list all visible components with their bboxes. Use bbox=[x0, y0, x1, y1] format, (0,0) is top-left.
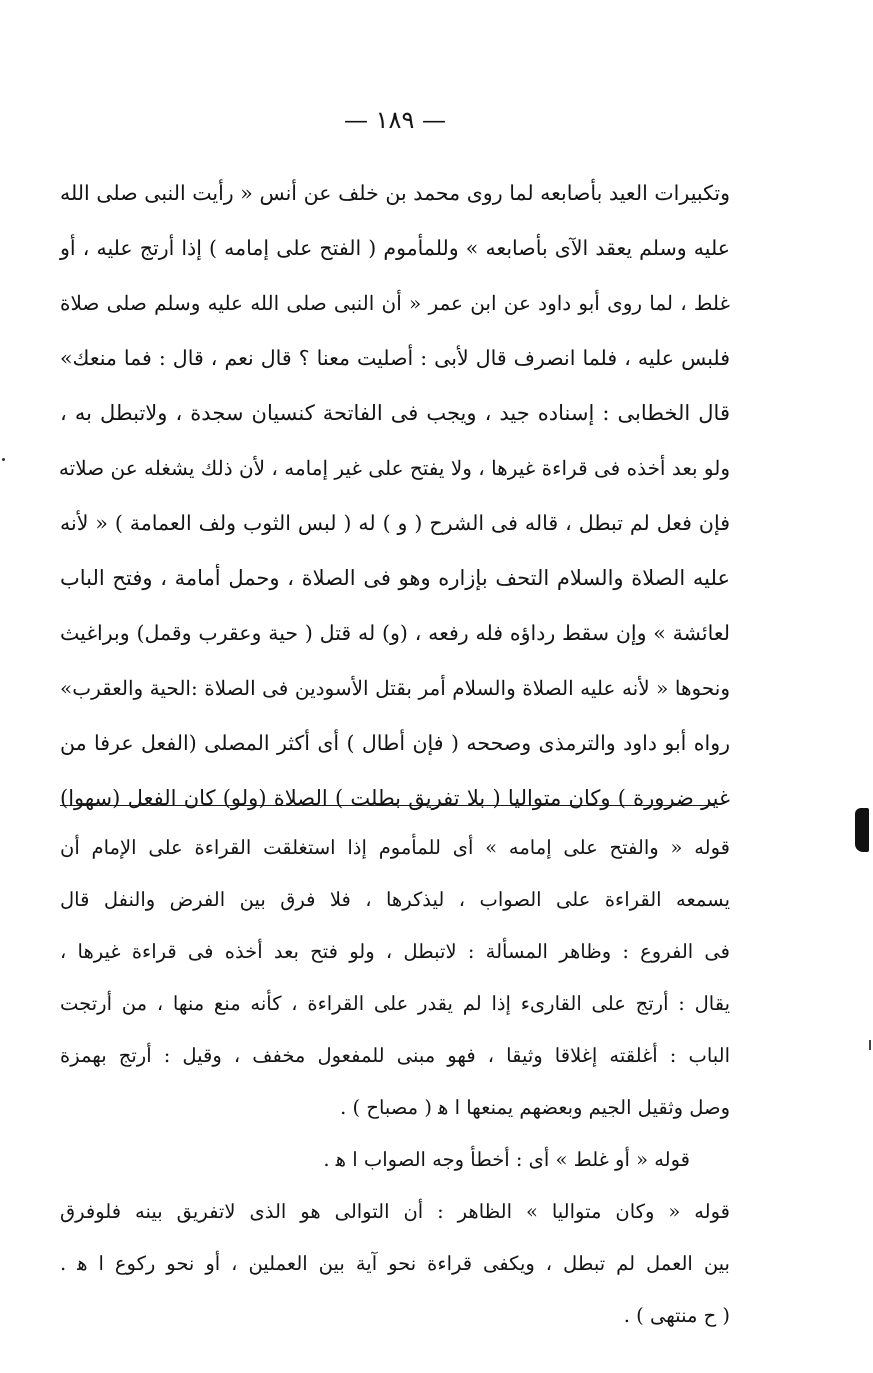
main-text-line: رواه أبو داود والترمذى وصححه ( فإن أطال ) أى أكثر المصلى (الفعل عرفا من bbox=[60, 731, 730, 755]
footnote-line: فى الفروع : وظاهر المسألة : لاتبطل ، ولو فتح بعد أخذه فى قراءة غيرها ، bbox=[60, 940, 730, 963]
footnote-line: وصل وثقيل الجيم وبعضهم يمنعها ا ﻫ ( مصباح ) . bbox=[340, 1096, 730, 1119]
footnote-line: قوله « وكان متواليا » الظاهر : أن التوالى هو الذى لاتفريق بينه فلوفرق bbox=[60, 1200, 730, 1223]
main-text-block bbox=[60, 166, 730, 826]
footnote-line: بين العمل لم تبطل ، ويكفى قراءة نحو آية بين العملين ، أو نحو ركوع ا ﻫ . bbox=[60, 1252, 730, 1275]
main-text-line: ولو بعد أخذه فى قراءة غيرها ، ولا يفتح على غير إمامه ، لأن ذلك يشغله عن صلاته bbox=[58, 456, 730, 480]
ink-blot-mark bbox=[855, 808, 869, 852]
footnotes-block bbox=[60, 822, 730, 1342]
footnote-line: قوله « أو غلط » أى : أخطأ وجه الصواب ا ﻫ . bbox=[323, 1148, 690, 1171]
main-text-line: غلط ، لما روى أبو داود عن ابن عمر « أن النبى صلى الله عليه وسلم صلى صلاة bbox=[60, 291, 730, 315]
footnote-line: يسمعه القراءة على الصواب ، ليذكرها ، فلا فرق بين الفرض والنفل قال bbox=[60, 888, 730, 911]
main-text-line: عليه وسلم يعقد الآى بأصابعه » وللمأموم ( الفتح على إمامه ) إذا أرتج عليه ، أو bbox=[60, 236, 730, 260]
main-text-line: قال الخطابى : إسناده جيد ، ويجب فى الفاتحة كنسيان سجدة ، ولاتبطل به ، bbox=[60, 401, 730, 425]
main-text-line: غير ضرورة ) وكان متواليا ( بلا تفريق بطلت ) الصلاة (ولو) كان الفعل (سهوا) bbox=[60, 786, 730, 810]
main-text-line: ونحوها « لأنه عليه الصلاة والسلام أمر بقتل الأسودين فى الصلاة :الحية والعقرب» bbox=[60, 676, 730, 700]
main-text-line: فإن فعل لم تبطل ، قاله فى الشرح ( و ) له ( لبس الثوب ولف العمامة ) « لأنه bbox=[60, 511, 730, 535]
main-text-line: فلبس عليه ، فلما انصرف قال لأبى : أصليت معنا ؟ قال نعم ، قال : فما منعك» bbox=[60, 346, 730, 370]
scan-edge-mark bbox=[869, 1040, 871, 1050]
page-number: — ١٨٩ — bbox=[344, 106, 446, 134]
footnote-line: الباب : أغلقته إغلاقا وثيقا ، فهو مبنى للمفعول مخفف ، وقيل : أرتج بهمزة bbox=[60, 1044, 730, 1067]
main-text-line: لعائشة » وإن سقط رداؤه فله رفعه ، (و) له قتل ( حية وعقرب وقمل) وبراغيث bbox=[60, 621, 730, 645]
main-text-line: وتكبيرات العيد بأصابعه لما روى محمد بن خلف عن أنس « رأيت النبى صلى الله bbox=[60, 181, 730, 205]
footnote-line: ( ح منتهى ) . bbox=[623, 1304, 730, 1327]
main-text-line: عليه الصلاة والسلام التحف بإزاره وهو فى الصلاة ، وحمل أمامة ، وفتح الباب bbox=[60, 566, 730, 590]
scan-speck-mark bbox=[2, 458, 5, 461]
footnote-divider bbox=[60, 805, 715, 806]
footnote-line: قوله « والفتح على إمامه » أى للمأموم إذا استغلقت القراءة على الإمام أن bbox=[60, 836, 730, 859]
footnote-line: يقال : أرتج على القارىء إذا لم يقدر على القراءة ، كأنه منع منها ، من أرتجت bbox=[60, 992, 730, 1015]
